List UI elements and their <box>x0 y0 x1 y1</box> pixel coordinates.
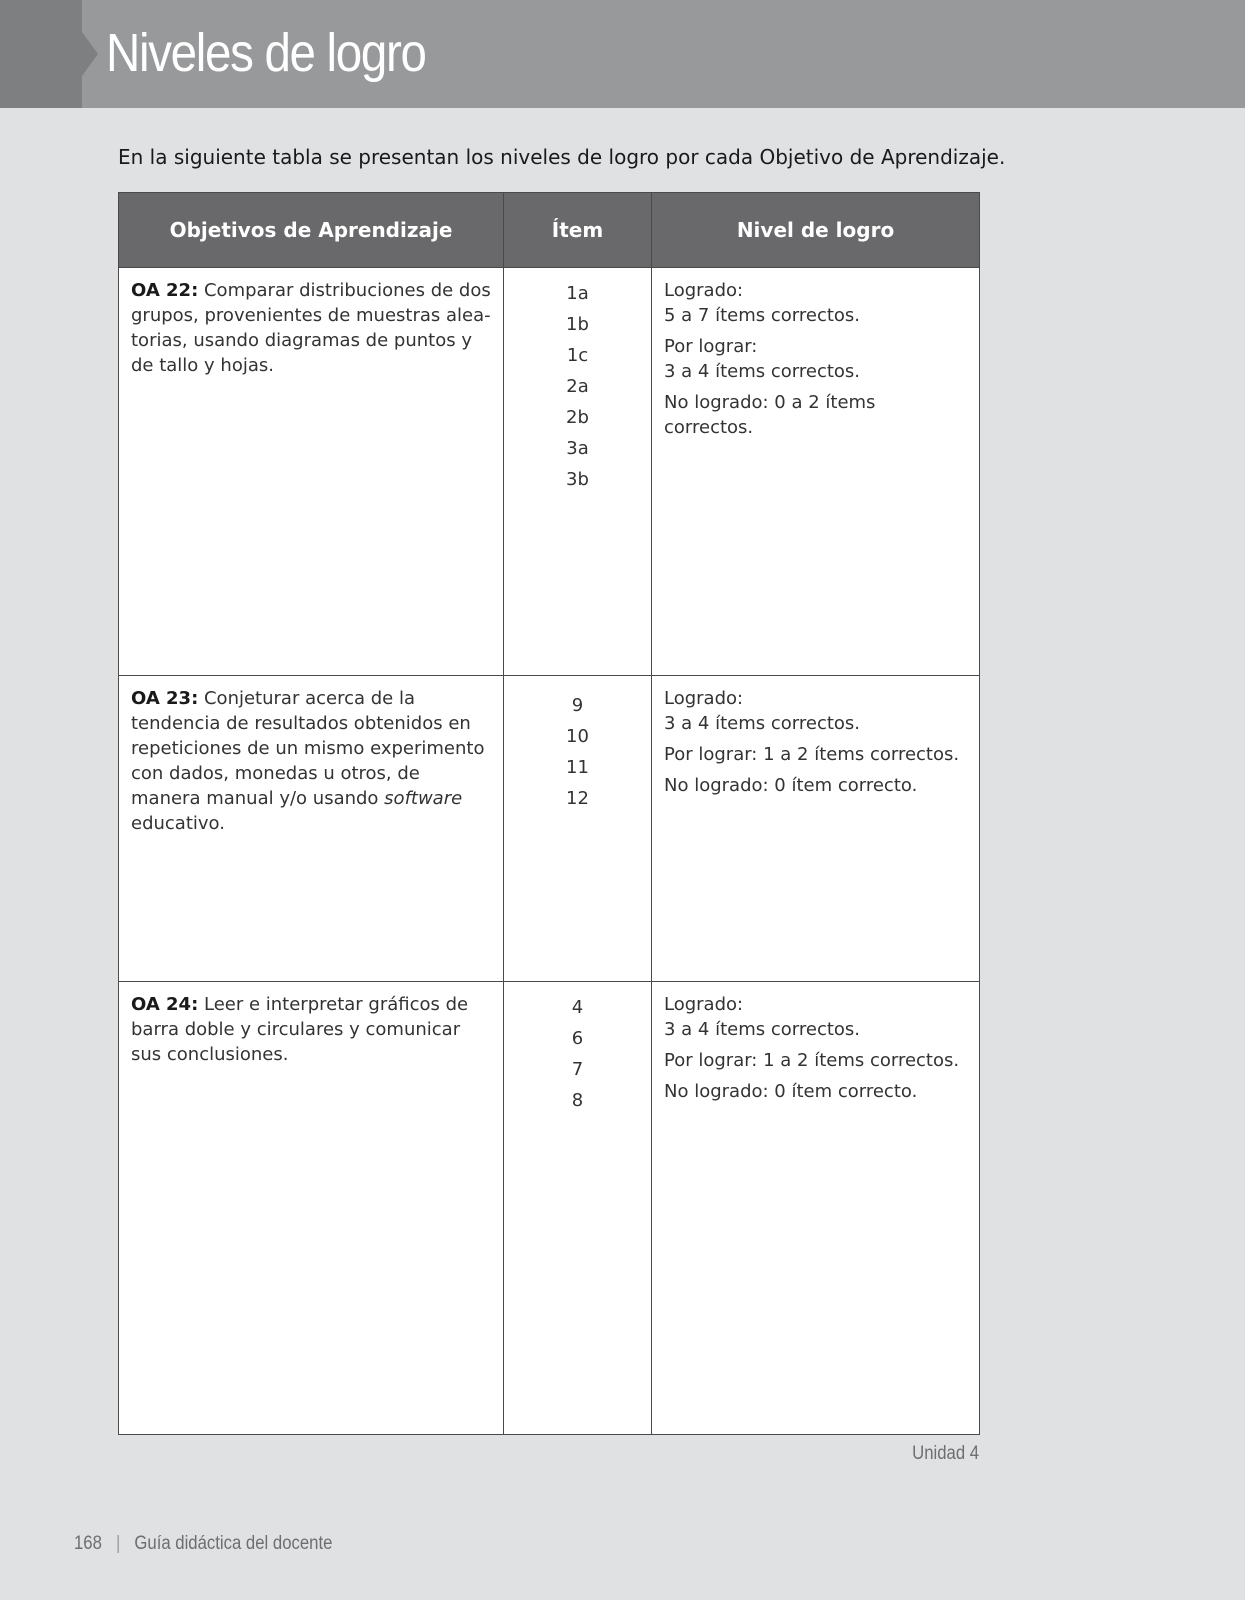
header-item: Ítem <box>504 193 652 268</box>
item-label: 4 <box>571 997 584 1018</box>
objective-code: OA 23: <box>131 688 199 709</box>
objective-code: OA 24: <box>131 994 199 1015</box>
item-label: 1b <box>566 314 589 335</box>
item-label: 11 <box>566 757 589 778</box>
item-label: 1a <box>566 283 589 304</box>
objective-code: OA 22: <box>131 280 199 301</box>
table-header-row <box>119 193 980 268</box>
level-in-progress: Por lograr: 1 a 2 ítems correctos. <box>664 744 960 765</box>
header-tab <box>0 0 82 108</box>
item-label: 3a <box>566 438 589 459</box>
header-objectives: Objetivos de Aprendizaje <box>119 193 504 268</box>
item-label: 3b <box>566 469 589 490</box>
objective-cell <box>119 982 504 1435</box>
level-not-achieved: No logrado: 0 ítem correcto. <box>664 1081 918 1102</box>
objective-cell <box>119 676 504 982</box>
items-cell <box>504 268 652 676</box>
item-label: 6 <box>571 1028 584 1049</box>
item-label: 1c <box>566 345 589 366</box>
level-achieved: Logrado: 3 a 4 ítems correctos. <box>664 994 861 1040</box>
page-title: Niveles de logro <box>106 23 426 83</box>
objective-text: Comparar distribuciones de dos grupos, provenientes de muestras alea-torias, usando diagramas de puntos y de tallo y hojas. <box>131 280 491 376</box>
level-cell <box>652 676 980 982</box>
level-achieved: Logrado: 3 a 4 ítems correctos. <box>664 688 861 734</box>
level-not-achieved: No logrado: 0 ítem correcto. <box>664 775 918 796</box>
intro-text: En la siguiente tabla se presentan los niveles de logro por cada Objetivo de Aprendizaje. <box>118 145 1006 169</box>
page-footer <box>74 1533 332 1555</box>
unit-label: Unidad 4 <box>912 1443 979 1464</box>
page-number: 168 <box>74 1533 102 1554</box>
objective-text-end: educativo. <box>131 813 225 834</box>
level-in-progress: Por lograr: 3 a 4 ítems correctos. <box>664 336 861 382</box>
item-label: 12 <box>566 788 589 809</box>
achievement-levels-table <box>118 192 980 1435</box>
item-label: 10 <box>566 726 589 747</box>
table-row <box>119 676 980 982</box>
item-label: 8 <box>571 1090 584 1111</box>
item-label: 9 <box>571 695 584 716</box>
items-cell <box>504 676 652 982</box>
header-level: Nivel de logro <box>652 193 980 268</box>
footer-separator: | <box>115 1533 121 1554</box>
objective-cell <box>119 268 504 676</box>
table-row <box>119 268 980 676</box>
objective-text-italic: software <box>384 788 463 809</box>
table-row <box>119 982 980 1435</box>
level-cell <box>652 982 980 1435</box>
item-label: 7 <box>571 1059 584 1080</box>
level-achieved: Logrado: 5 a 7 ítems correctos. <box>664 280 861 326</box>
level-not-achieved: No logrado: 0 a 2 ítems correctos. <box>664 392 876 438</box>
book-title: Guía didáctica del docente <box>134 1533 333 1554</box>
level-cell <box>652 268 980 676</box>
objective-text: Leer e interpretar gráficos de barra doble y circulares y comunicar sus conclusiones. <box>131 994 469 1065</box>
level-in-progress: Por lograr: 1 a 2 ítems correctos. <box>664 1050 960 1071</box>
header-arrow-icon <box>82 32 98 76</box>
item-label: 2b <box>566 407 589 428</box>
item-label: 2a <box>566 376 589 397</box>
objective-text: Conjeturar acerca de la tendencia de resultados obtenidos en repeticiones de un mismo experimento con dados, monedas u otros, de manera manual y/o usando <box>131 688 485 809</box>
items-cell <box>504 982 652 1435</box>
